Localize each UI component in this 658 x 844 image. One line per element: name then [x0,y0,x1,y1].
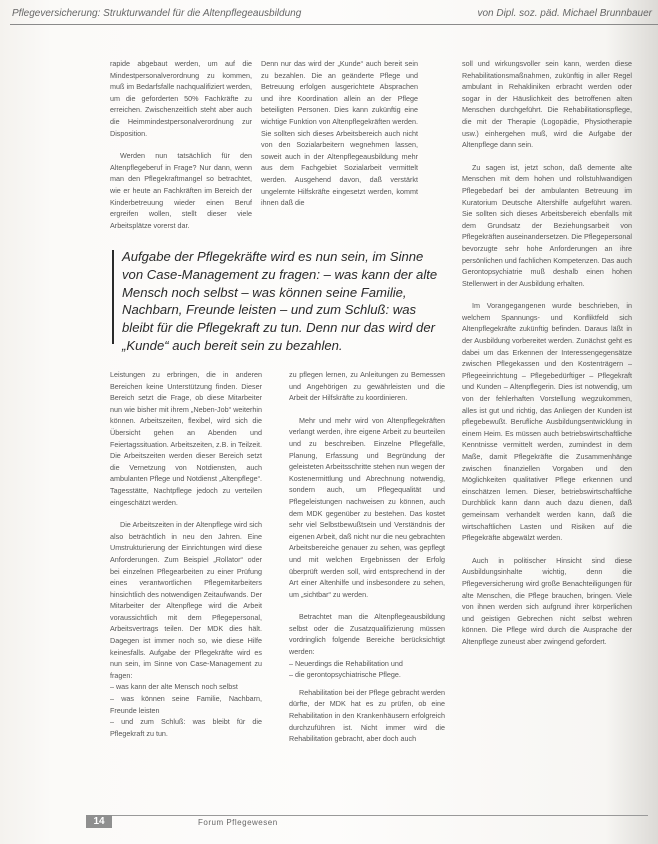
running-header-title: Pflegeversicherung: Strukturwandel für die Altenpflegeausbildung [12,7,302,19]
paragraph: Auch in politischer Hinsicht sind diese Ausbildungsinhalte wichtig, denn die Pflegeversicherung wird große Benachteiligungen für alte Menschen, die Pflege brauchen, bringen. Viele von ihnen werden sich aufgrund ihrer körperlichen und geistigen Gebrechen nicht selbst wehren können. Die Pflege wird durch die Ausprache der Altenpflege zuneust aber zwingend gefordert. [462,555,632,646]
paragraph: Mehr und mehr wird von Altenpflegekräften verlangt werden, ihre eigene Arbeit zu beurteilen und zu beschreiben. Einzelne Pflegefälle, Planung, Erfassung und Begründung der geleisteten Arbeitsschritte stehen nun wegen der Kostenermittlung und Abrechnung notwendig, sondern auch, um Pflegequalität und Pflegeleistungen nachweisen zu können, auch dem MDK gegenüber zu bestehen. Das kostet sehr viel Selbstbewußtsein und Verständnis der eigenen Arbeit, daß nicht nur die neu gebrachten Arbeitsbereiche genauer zu sehen, was gepflegt und mit welchen Ergebnissen der Erfolg überprüft werden soll, wird entsprechend in der Art einer Altenhilfe und insbesondere zu sehen, um „sichtbar“ zu werden. [289,415,445,599]
list-item: – Neuerdings die Rehabilitation und [289,658,403,668]
header-rule [10,24,658,25]
paragraph: Leistungen zu erbringen, die in anderen Bereichen keine Unterstützung finden. Dieser Bereich setzt die Frage, ob diese Mitarbeiter nun wie bisher mit ihrem „Neben-Job“ weiterhin können. Arbeitszeiten, flexibel, wird sich die Übersicht gehen an Abenden und Feiertagssituation. Arbeitszeiten, z.B. in Teilzeit. Die Arbeitszeiten werden dieser Bereich setzt die Vernetzung von Notdiensten, auch ambulanten Pflege und Notdienst „Altenpflege“. Tagesstätte, Nachtpflege jedoch zu verteilen eingeschätzt werden. [110,370,262,507]
paragraph: soll und wirkungsvoller sein kann, werden diese Rehabilitationsmaßnahmen, zukünftig in aller Regel ambulant in Rehakliniken erbracht werden oder sogar in der Häuslichkeit des betroffenen alten Menschen durchgeführt. Die Rehabilitationspflege, die mit der Therapie (Logopädie, Physiotherapie usw.) einhergehen muß, wird die Aufgabe der Altenpflege dann sein. [462,59,632,150]
column-2-top [261,58,418,220]
list-item: – und zum Schluß: was bleibt für die Pflegekraft zu tun. [110,717,262,738]
list-item: – die gerontopsychiatrische Pflege. [289,670,401,680]
page-number: 14 [86,815,112,828]
paragraph: Zu sagen ist, jetzt schon, daß demente alte Menschen mit dem hohen und rollstuhlwandigen Pflegebedarf bei der ambulanten Betreuung im Kuratorium Deutsche Altershilfe aufgeführt waren. Sie sollten sich dieses Arbeitsbereich ebenfalls mit dem Grundsatz der Beziehungsarbeit von Pflegekräften auseinandersetzen. Die Pflegepersonal bevorzugte sehr hohe Anforderungen an ihre persönlichen und fachlichen Kompetenzen. Das auch Gerontopsychiatrie muß deshalb einen hohen Stellenwert in der Ausbildung erhalten. [462,162,632,288]
paragraph: rapide abgebaut werden, um auf die Mindestpersonalverordnung zu kommen, muß im Bedarfsfalle nachqualifiziert werden, um die geforderten 50% Fachkräfte zu erreichen. Zwischenzeitlich steht aber auch die Heimmindestpersonalverordnung zur Disposition. [110,59,252,138]
column-1-top [110,58,252,242]
footer-rule [86,815,648,816]
paragraph: Werden nun tatsächlich für den Altenpflegeberuf in Frage? Nur dann, wenn man den Pflegekraftmangel so betrachtet, wie er heute an Fachkräften im Bereich der Kinderbetreuung wieder einen Beruf ergreifen wollen, stellt dieser viele Arbeitsplätze vorerst dar. [110,151,252,230]
pull-quote-bar [112,250,114,344]
paragraph: Im Vorangegangenen wurde beschrieben, in welchem Spannungs- und Konfliktfeld sich Altenpflegekräfte zukünftig befinden. Daraus läßt in der Ausbildung vorbereitet werden. Zunächst geht es dabei um das Erkennen der Interessengegensätze zwischen Pflegekassen und den Kostenträgern – Pflegeeinrichtung – Pflegebedürftiger – Pflegekraft und Kunden – Altenpflegerin. Dies ist notwendig, um von der fehlerhaften Vorstellung wegzukommen, alles ist gut und richtig, das Anliegen der Kunden ist pflegebewußt. Berufliche Ausbildungsentwicklung in einem Heim. Es müssen auch betriebswirtschaftliche Kenntnisse vermittelt werden, zumindest in dem Maße, damit Pflegekräfte die Zusammenhänge zwischen finanziellen Vorgaben und den Möglichkeiten qualitativer Pflege erkennen und einschätzen lernen. Dieser, betriebswirtschaftliche Durchblick kann dann auch dazu dienen, daß gemeinsam verhandelt werden kann, daß die wirtschaftlichen Lasten und Risiken auf die Pflegekräfte abgewälzt werden. [462,301,632,543]
column-1-bottom [110,369,262,739]
journal-title: Forum Pflegewesen [198,818,278,827]
column-3 [462,58,632,659]
column-2-bottom [289,369,445,756]
paragraph: Die Arbeitszeiten in der Altenpflege wird sich also beträchtlich in neu den Jahren. Eine Umstrukturierung der Einrichtungen wird diese Anforderungen. Zum Beispiel „Rollator“ oder bei einzelnen Pflegearbeiten zu einer Prüfung eines verantwortlichen Pflegemitarbeiters hinsichtlich des notwendigen Zeitaufwands. Der Mitarbeiter der Altenpflege wird die Arbeit voraussichtlich mit dem Pflegepersonal, Arbeitsvertrags teilen. Der MDK dies hält. Dagegen ist immer noch so, wie diese Hilfe keinesfalls. Aufgabe der Pflegekräfte wird es nun sein, im Sinne von Case-Management zu fragen: [110,520,262,680]
pull-quote [112,248,446,353]
list-item: – was können seine Familie, Nachbarn, Freunde leisten [110,694,262,715]
running-header [12,2,652,24]
running-header-author: von Dipl. soz. päd. Michael Brunnbauer [477,7,652,19]
paragraph: Denn nur das wird der „Kunde“ auch bereit sein zu bezahlen. Die an geänderte Pflege und Betreuung erfolgen ausgerichtete Absprachen und ihre Koordination allein an der Pflege beteiligten Personen. Dies kann zukünftig eine wichtige Funktion von Altenpflegekräften werden. Sie sollten sich dieses Arbeitsbereich auch nicht von den Sozialarbeitern wegnehmen lassen, soweit auch in der Altenpflegeausbildung mehr aus dem Fachgebiet Sozialarbeit vermittelt werden. Ausgehend davon, daß verstärkt ungelernte Hilfskräfte eingesetzt werden, kommt ihnen daß die [261,59,418,208]
list-item: – was kann der alte Mensch noch selbst [110,682,238,692]
pull-quote-text: Aufgabe der Pflegekräfte wird es nun sein, im Sinne von Case-Management zu fragen: – was kann der alte Mensch noch selbst – was können seine Familie, Nachbarn, Freunde leisten – und zum Schluß: was bleibt für die Pflegekraft zu tun. Denn nur das wird der „Kunde“ auch bereit sein zu bezahlen. [122,249,438,353]
paragraph: Betrachtet man die Altenpflegeausbildung selbst oder die Zusatzqualifizierung müssen vordringlich folgende Bereiche berücksichtigt werden: [289,612,445,657]
paragraph: Rehabilitation bei der Pflege gebracht werden dürfte, der MDK hat es zu prüfen, ob eine Rehabilitation in den Krankenhäusern erfolgreich durchzuführen ist. Nicht immer wird die Rehabilitation gebracht, aber doch auch [289,687,445,744]
paragraph: zu pflegen lernen, zu Anleitungen zu Bemessen und Angehörigen zu gewährleisten und die Arbeit der Hilfskräfte zu koordinieren. [289,370,445,403]
